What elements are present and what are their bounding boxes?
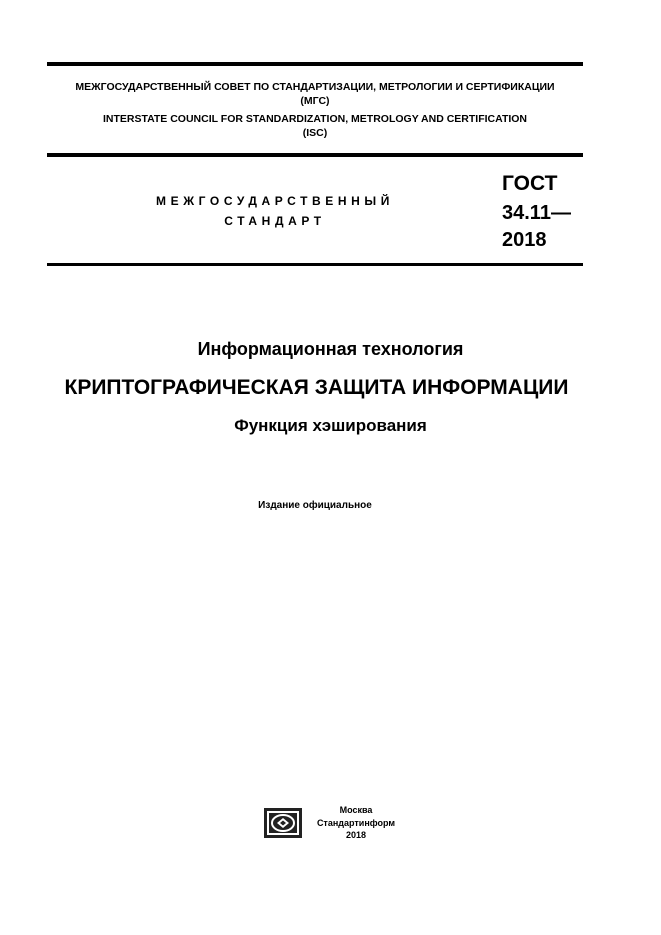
middle-rule xyxy=(47,153,583,157)
title-main: КРИПТОГРАФИЧЕСКАЯ ЗАЩИТА ИНФОРМАЦИИ xyxy=(64,376,569,399)
council-name-ru-text: МЕЖГОСУДАРСТВЕННЫЙ СОВЕТ ПО СТАНДАРТИЗАЦИИ, МЕТРОЛОГИИ И СЕРТИФИКАЦИИ xyxy=(75,81,555,93)
title-category: Информационная технология xyxy=(197,339,464,359)
publisher-block xyxy=(306,804,406,842)
standard-kind-line2: СТАНДАРТ xyxy=(224,214,326,228)
council-abbr-ru: (МГС) xyxy=(300,95,330,107)
gost-year: 2018 xyxy=(502,229,547,251)
council-name-en-text: INTERSTATE COUNCIL FOR STANDARDIZATION, METROLOGY AND CERTIFICATION xyxy=(102,113,528,125)
publisher-name: Стандартинформ xyxy=(316,817,396,828)
gost-number: 34.11— xyxy=(502,202,571,224)
edition-note: Издание официальное xyxy=(258,500,372,511)
title-subtitle: Функция хэширования xyxy=(234,416,427,435)
gost-label: ГОСТ xyxy=(502,172,558,195)
publisher-city: Москва xyxy=(339,805,373,815)
council-abbr-en: (ISC) xyxy=(302,127,328,139)
standard-kind-line1: МЕЖГОСУДАРСТВЕННЫЙ xyxy=(156,194,394,208)
gost-designation xyxy=(502,170,571,252)
council-name-en xyxy=(47,112,583,140)
bottom-rule xyxy=(47,263,583,266)
top-rule xyxy=(47,62,583,66)
council-name-ru xyxy=(47,80,583,108)
publisher-year: 2018 xyxy=(345,830,367,840)
standartinform-logo-icon xyxy=(264,808,302,838)
